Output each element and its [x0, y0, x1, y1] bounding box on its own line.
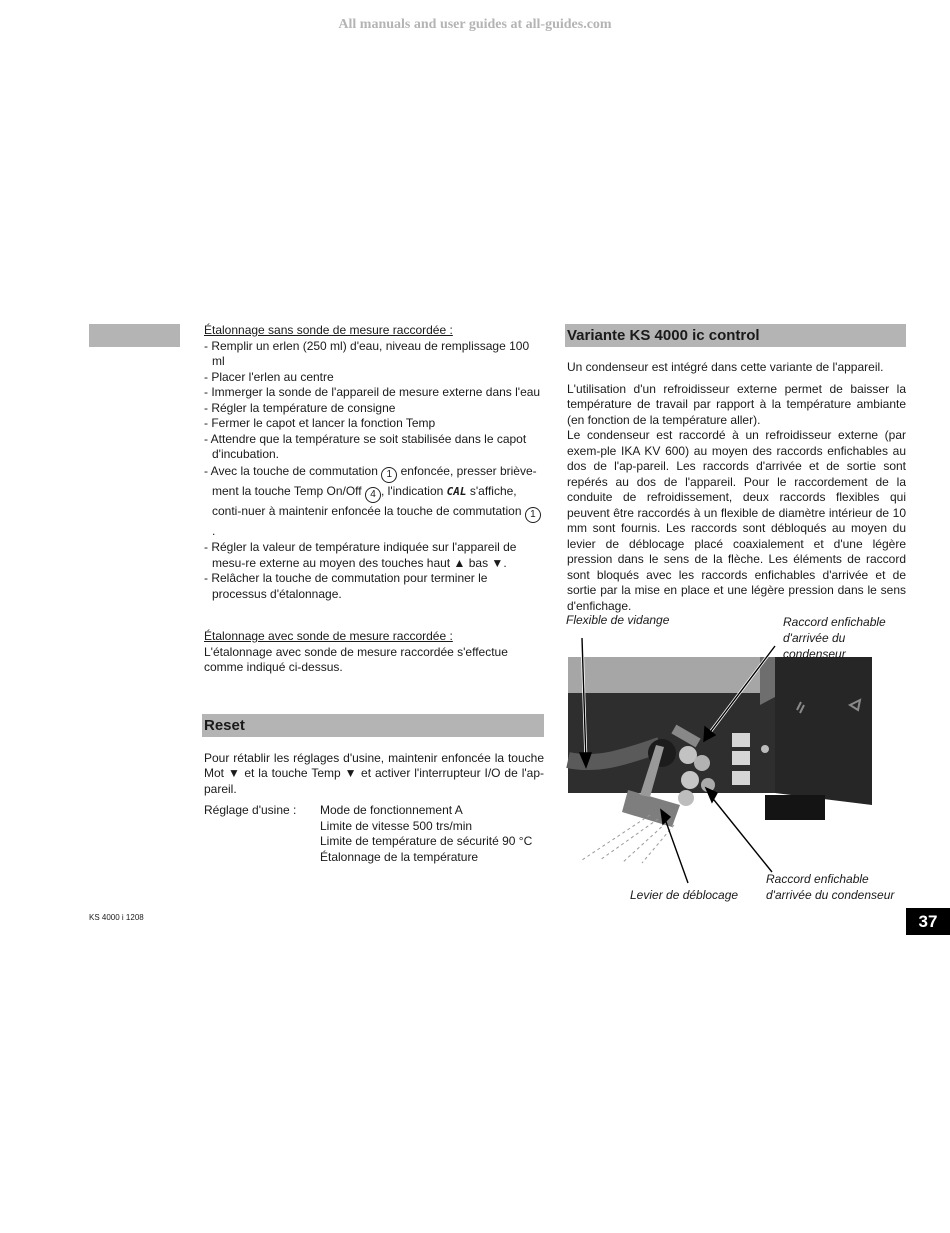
calib-no-probe-heading: Étalonnage sans sonde de mesure raccordée : [204, 323, 453, 337]
variant-heading: Variante KS 4000 ic control [565, 324, 906, 347]
step-8-part-2: bas [468, 555, 489, 570]
page-number: 37 [906, 908, 950, 935]
key-4-circle: 4 [365, 487, 381, 503]
step-8-part-1: - Régler la valeur de température indiquée sur l'appareil de mesu-re externe au moyen des touches haut [204, 540, 517, 570]
left-column [204, 323, 544, 865]
variant-para-1: Un condenseur est intégré dans cette variante de l'appareil. [567, 360, 884, 374]
factory-settings-label: Réglage d'usine : [204, 803, 297, 817]
factory-settings-values [320, 803, 532, 865]
reset-heading: Reset [202, 714, 544, 737]
key-1-circle: 1 [381, 467, 397, 483]
step-9: - Relâcher la touche de commutation pour terminer le processus d'étalonnage. [204, 571, 488, 601]
step-7-part-3: , l'indication [380, 483, 444, 498]
variant-para-2: L'utilisation d'un refroidisseur externe permet de baisser la température de travail par rapport à la température ambiante (en fonction de la température aller). [567, 381, 906, 427]
caption-release-lever: Levier de déblocage [630, 888, 739, 902]
factory-value: Mode de fonctionnement A [320, 803, 463, 817]
down-arrow-icon: ▼ [227, 766, 241, 780]
caption-inlet-fitting-top-1: Raccord enfichable [783, 615, 886, 629]
reset-text-part-3: et activer l'interrupteur I/O de l'ap-pareil. [204, 766, 544, 796]
factory-settings [204, 803, 544, 865]
variant-para-3: Le condenseur est raccordé à un refroidisseur externe (par exem-ple IKA KV 600) au moyen des raccords enfichables au dos de l'ap-pareil. Les raccords d'arrivée et de sortie sont repérés au dos de l'appareil. Pour le raccordement de la conduite de refroidissement, deux raccords flexibles qui peuvent être raccordés à un flexible de diamètre intérieur de 10 mm sont fournis. Les raccords sont débloqués au moyen du levier de déblocage placé coaxialement et d'une légère pression dans le sens de la flèche. Les éléments de raccord sont bloqués avec les raccords enfichables d'arrivée et de sortie par la mise en place et une légère pression dans le sens d'enfichage. [567, 428, 906, 613]
step-7-part-1: - Avec la touche de commutation [204, 463, 378, 478]
step-6: - Attendre que la température se soit stabilisée dans le capot d'incubation. [204, 431, 527, 461]
factory-value: Étalonnage de la température [320, 849, 479, 864]
factory-value: Limite de vitesse 500 trs/min [320, 818, 473, 833]
reset-text [204, 751, 544, 798]
calib-with-probe-heading: Étalonnage avec sonde de mesure raccordée : [204, 629, 453, 643]
step-8-part-3: . [503, 555, 507, 570]
step-1: - Remplir un erlen (250 ml) d'eau, niveau de remplissage 100 ml [204, 338, 530, 368]
document-code: KS 4000 i 1208 [89, 913, 144, 922]
up-arrow-icon: ▲ [453, 555, 466, 570]
step-7-part-4: s'affiche, conti-nuer à maintenir enfoncée la touche de commutation [212, 483, 522, 518]
calib-with-probe-text: L'étalonnage avec sonde de mesure raccordée s'effectue comme indiqué ci-dessus. [204, 644, 508, 674]
reset-text-part-2: et la touche Temp [244, 766, 341, 780]
down-arrow-icon: ▼ [344, 766, 358, 780]
cal-display-indicator: CAL [446, 484, 467, 498]
caption-inlet-fitting-top-2: d'arrivée du condenseur [783, 631, 846, 661]
step-4: - Régler la température de consigne [204, 400, 396, 415]
caption-inlet-fitting-bottom-1: Raccord enfichable [766, 872, 869, 886]
watermark: All manuals and user guides at all-guides.com [338, 17, 612, 32]
condenser-figure [560, 605, 910, 905]
down-arrow-icon: ▼ [491, 555, 504, 570]
right-column [567, 324, 906, 614]
key-1-circle-again: 1 [525, 507, 541, 523]
step-5: - Fermer le capot et lancer la fonction Temp [204, 416, 436, 430]
reset-text-part-1: Pour rétablir les réglages d'usine, maintenir enfoncée la touche Mot [204, 750, 544, 780]
step-7-part-5: . [212, 523, 216, 538]
factory-value: Limite de température de sécurité 90 °C [320, 834, 533, 848]
step-2: - Placer l'erlen au centre [204, 369, 334, 384]
section-tab-marker [89, 324, 180, 347]
step-7-part-2: enfoncée, presser briève-ment la touche Temp On/Off [212, 463, 537, 498]
step-7 [204, 463, 544, 541]
step-8 [204, 540, 544, 571]
caption-inlet-fitting-bottom-2: d'arrivée du condenseur [766, 888, 895, 902]
step-3: - Immerger la sonde de l'appareil de mesure externe dans l'eau [204, 385, 541, 399]
caption-drain-hose: Flexible de vidange [566, 613, 670, 627]
